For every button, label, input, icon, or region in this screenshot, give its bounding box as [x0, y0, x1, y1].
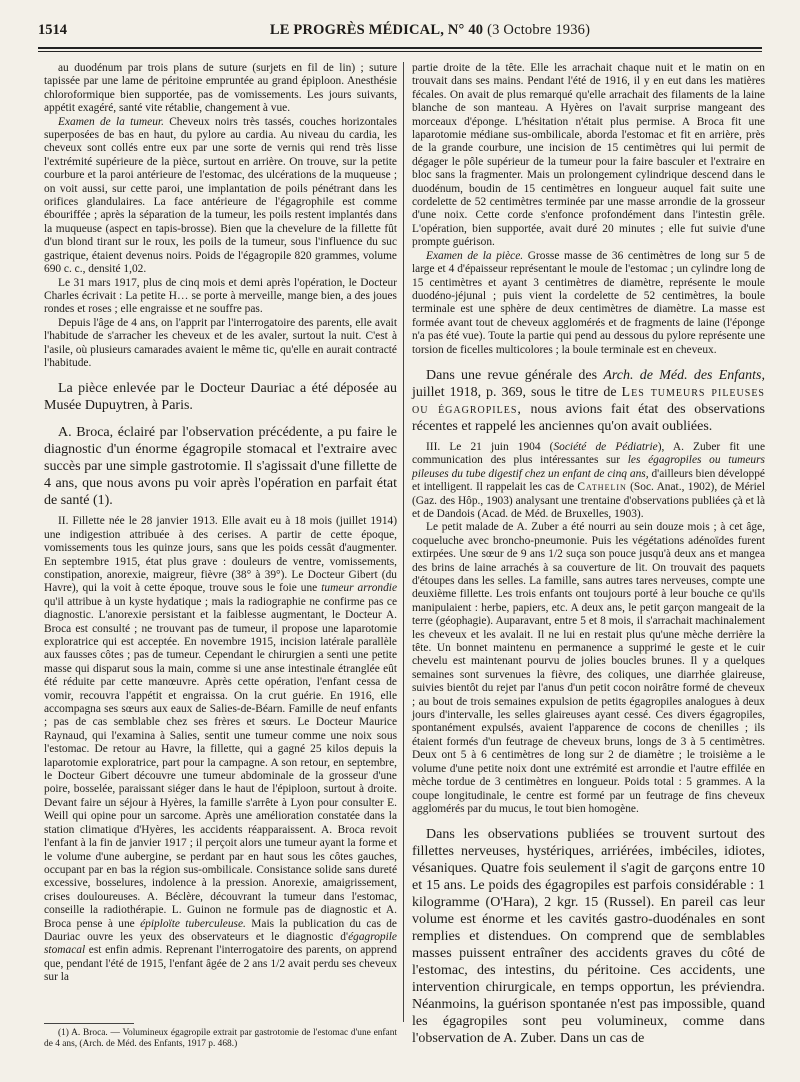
italic-term: les égagropiles ou tumeurs pileuses du tube digestif chez un enfant de cinq ans, — [412, 454, 765, 480]
paragraph: partie droite de la tête. Elle les arrachait chaque nuit et le matin on en trouvait dans ses mains. Pendant l'été de 1916, il y en eut dans les matières fécales. On avait de plus remarqué qu'elle arrachait des filaments de la laine blanche de son manteau. A Hyères on l'avait surprise mangeant des morceaux d'éponge. L'hésitation n'était plus permise. A Broca fit une laparotomie médiane sus-ombilicale, aborda l'estomac et fit en arrière, près de la grande courbure, une incision de 15 centimètres qui lui permit de dégager le pôle supérieur de la tumeur pour la faire basculer et l'extraire en bloc sans la fragmenter. Mais un prolongement cylindrique descend dans le duodénum, boudin de 15 centimètres en longueur auquel fait suite une cordelette de 52 centimètres terminée par une masse arrondie de la grosseur d'une noix. Cette corde s'enfonce profondément dans l'intestin grêle. L'opération, bien supportée, avait duré 20 minutes ; elle fut suivie d'une prompte guérison. — [412, 62, 765, 249]
paragraph-text: (Soc. Anat., 1902), de Mériel (Gaz. des Hôp., 1903) analysant une trentaine d'observations publiées çà et là et de Dandois (Acad. de Méd. de Bruxelles, 1903). — [412, 481, 765, 520]
paragraph-large: A. Broca, éclairé par l'observation précédente, a pu faire le diagnostic d'un énorme égagropile stomacal et l'extraire avec succès par une simple gastrotomie. Il s'agissait d'une fillette de 4 ans, que nous avons pu voir après l'opération en parfait état de santé (1). — [44, 425, 397, 509]
italic-term: égagropile stomacal — [44, 930, 397, 957]
paragraph-text: ), A. Zuber fit une communication des plus intéressantes sur — [412, 440, 765, 467]
paragraph-text: Dans une revue générale des — [426, 367, 604, 383]
paragraph-large — [412, 367, 765, 435]
section-label: Examen de la pièce. — [426, 249, 524, 262]
paragraph-text: Cheveux noirs très tassés, couches horizontales superposées de bas en haut, du pylore au cardia. Au niveau du cardia, les cheveux sont collés entre eux par une sorte de vernis qui rend très lisse l'extrémité supérieure de la pièce, surtout en arrière. On trouve, sur la petite courbure et la paroi antérieure de l'estomac, des ulcérations de la muqueuse ; on voit aussi, sur cette paroi, une implantation de poils pénétrant dans les orifices glandulaires. La face antérieure de l'égagrophile est comme ébouriffée ; après la séparation de la tumeur, les poils restent implantés dans la muqueuse (aspect en tapis-brosse). Bien que la chevelure de la fillette fût d'un blond tirant sur le roux, les poils de la tumeur, sous l'influence du suc gastrique, étaient devenus noirs. Poids de l'égagropile 820 grammes, volume 690 c. c., densité 1,02. — [44, 115, 397, 276]
paragraph-large: Dans les observations publiées se trouvent surtout des fillettes nerveuses, hystériques, arriérées, imbéciles, idiotes, vésaniques. Quatre fois seulement il s'agit de garçons entre 10 et 15 ans. Le poids des égagropiles est parfois considérable : 1 kilogramme (O'Hara), 2 kgr. 15 (Russel). En pareil cas leur volume est énorme et les cavités gastro-duodénales en sont remplies et distendues. On comprend que de semblables masses puissent entraîner des accidents graves du côté de l'estomac, des intestins, du péritoine. Ces accidents, une intervention chirurgicale, en temps opportun, les préviendra. Néanmoins, la guérison spontanée n'est pas impossible, quand les égagropiles sont peu volumineux, comme dans l'observation de A. Zuber. Dans un cas de — [412, 827, 765, 1047]
italic-term: Arch. de Méd. des Enfants, — [603, 367, 765, 383]
paragraph — [412, 250, 765, 357]
right-column — [412, 62, 765, 1047]
small-caps-name: Cathelin — [577, 481, 627, 494]
running-header — [38, 22, 762, 44]
paragraph-text: Mais la publication du cas de Dauriac ouvre les yeux des observateurs et le diagnostic d' — [44, 917, 397, 943]
paragraph — [44, 116, 397, 277]
small-caps-title: Les tumeurs pileuses ou égagropiles, — [412, 384, 765, 417]
issue-number: N° 40 — [447, 22, 484, 38]
page-number: 1514 — [38, 22, 67, 38]
journal-name: LE PROGRÈS MÉDICAL, — [269, 22, 445, 38]
paragraph-text: d'ailleurs bien développé et intelligent. Il rappelait les cas de — [412, 467, 765, 494]
journal-title — [98, 22, 762, 39]
paragraph-large: La pièce enlevée par le Docteur Dauriac a été déposée au Musée Dupuytren, à Paris. — [44, 381, 397, 414]
paragraph: au duodénum par trois plans de suture (surjets en fil de lin) ; suture tapissée par une lame de péritoine empruntée au grand épiploon. Anesthésie chloroformique bien supportée, pas de vomissements. Les jours suivants, appétit exagéré, santé vite rétablie, changement à vue. — [44, 62, 397, 115]
paragraph: Le petit malade de A. Zuber a été nourri au sein douze mois ; à cet âge, coqueluche avec broncho-pneumonie. Puis les végétations adénoïdes furent extirpées. Une sœur de 9 ans 1/2 suça son pouce jusqu'à deux ans et mangea des brins de laine arrachés à sa couverture de lit. On trouvait des paquets d'étoupes dans les selles. La famille, sans autres tares nerveuses, compte une deuxième fillette. Les trois enfants ont toujours porté à leur bouche ce qu'ils manipulaient : herbe, papiers, etc. A deux ans, le petit garçon mangeait de la terre (géophagie). Auparavant, entre 5 et 8 mois, il s'arrachait machinalement les cheveux et les avalait. Il ne lui en restait plus qu'une mèche derrière la tête. Un bonnet maintenu en permanence a supprimé le geste et le cuir chevelu est maintenant pourvu de jolies boucles brunes. Il y a quelques semaines sont survenues la fièvre, des coliques, une diarrhée glaireuse, suivies bientôt du rejet par l'anus d'un petit cocon noirâtre formé de cheveux ; au bout de trois semaines expulsion de petits égagropiles analogues à deux jours d'intervalle, les selles glaireuses ayant cessé. Ces divers égagropiles, spontanément expulsés, avaient l'apparence de cocons de chenilles ; ils étaient formés d'un feutrage de cheveux bruns, longs de 3 à 5 centimètres. Deux ont 5 à 6 centimètres de long sur 2 de diamètre ; le troisième a le volume d'une petite noix dont une extrémité est arrondie et l'autre effilée en mèche tordue de 3 centimètres en longueur. Poids total : 5 grammes. A la coupe longitudinale, le centre est formé par un feutrage de fins cheveux agglomérés par du mucus, le tout bien homogène. — [412, 521, 765, 815]
paragraph-text: nous avions fait état des observations récentes et rappelé les anciennes qu'on avait oubliées. — [412, 401, 766, 434]
column-divider — [403, 62, 404, 1022]
paragraph: Depuis l'âge de 4 ans, on l'apprit par l'interrogatoire des parents, elle avait l'habitude de s'arracher les cheveux et de les avaler, surtout la nuit. C'est à l'asile, où plusieurs camarades avaient le même tic, qu'elle en aurait contracté l'habitude. — [44, 316, 397, 369]
paragraph-text: qu'il attribue à un kyste hydatique ; mais la radiographie ne confirme pas ce diagnostic. L'anorexie persistant et la faiblesse augmentant, le Docteur A. Broca est consulté ; ne trouvant pas de tumeur, il propose une laparotomie exploratrice qui est acceptée. En novembre 1915, incision latérale parallèle aux fausses côtes ; pas de tumeur. Cependant le chirurgien a senti une petite masse qui disparut sous la main, comme si une anse intestinale étranglée eût été réduite par cette manœuvre. Après cette opération, l'enfant cessa de vomir, recouvra l'appétit et engraissa. On la crut guérie. En 1916, elle accompagna ses sœurs aux eaux de Salies-de-Béarn. Famille de neuf enfants ; pas de cas semblable chez ses frères et sœurs. Le Docteur Maurice Raynaud, qui l'examina à Salies, sentit une tumeur comme une noix sous l'estomac. De retour au Havre, la fillette, qui a gagné 25 kilos depuis la laparotomie exploratrice, part pour la campagne. A son retour, en septembre, le Docteur Gibert découvre une tumeur abdominale de la grosseur d'une poire, bosselée, paraissant siéger dans le haut de l'épiploon, surtout à droite. Devant faire un séjour à Hyères, la famille s'arrête à Lyon pour consulter E. Weill qui opine pour un sarcome. Après une amélioration constatée dans la station climatique d'Hyères, les accidents réapparaissent. A. Broca revoit l'enfant à la fin de janvier 1917 ; il perçoit alors une tumeur ayant la forme et le volume d'une aubergine, se perdant par en haut sous les côtes gauches, occupant par en bas la région sus-ombilicale. Consistance solide sans dureté excessive, bosselures, indolence à la pression. Anorexie, amaigrissement, crises douloureuses. A. Béclère, découvrant la tumeur dans l'estomac, conseille la radiothérapie. L. Guinon ne formule pas de diagnostic et A. Broca pense à une — [44, 595, 397, 930]
case-paragraph — [412, 441, 765, 521]
paragraph-text: Grosse masse de 36 centimètres de long sur 5 de large et 4 d'épaisseur représentant le moule de l'estomac ; un cylindre long de 15 centimètres et ayant 3 centimètres de diamètre, représente le moule duodéno-jéjunal ; puis vient la cordelette de 52 centimètres, la boule terminale est une sphère de deux centimètres de diamètre. La masse est formée avant tout de cheveux agglomérés et de fragments de laine (l'éponge n'a pas été vue). Toute la partie qui pend au dessous du pylore représente une torsion de ficelles multicolores ; la boule terminale est en cheveux. — [412, 249, 766, 356]
footnote: (1) A. Broca. — Volumineux égagropile extrait par gastrotomie de l'estomac d'une enfant de 4 ans, (Arch. de Méd. des Enfants, 1917 p. 468.) — [44, 1028, 397, 1049]
case-paragraph — [44, 515, 397, 984]
paragraph-text: III. Le 21 juin 1904 ( — [426, 440, 554, 453]
italic-term: épiploïte tuberculeuse. — [140, 917, 246, 930]
paragraph-text: juillet 1918, p. 369, sous le titre de — [412, 384, 622, 400]
paragraph: Le 31 mars 1917, plus de cinq mois et demi après l'opération, le Docteur Charles écrivait : La petite H… se porte à merveille, mange bien, a des joues rondes et roses ; elle engraisse et ne souffre pas. — [44, 276, 397, 316]
italic-term: tumeur arrondie — [321, 582, 398, 595]
paragraph-text: II. Fillette née le 28 janvier 1913. Elle avait eu à 18 mois (juillet 1914) une indigestion attribuée à des cerises. A partir de cette époque, vomissements tous les quinze jours, sans que les poids cessât d'augmenter. En septembre 1915, état plus grave : douleurs de ventre, vomissements, constipation, anorexie, maigreur, fièvre (38° à 39°). Le Docteur Gibert (du Havre), qui la voit à cette époque, trouve sous le foie une — [44, 515, 397, 595]
header-rule — [38, 47, 762, 52]
left-column — [44, 62, 397, 985]
footnote-rule — [44, 1023, 134, 1024]
issue-date: (3 Octobre 1936) — [487, 22, 591, 38]
section-label: Examen de la tumeur. — [58, 115, 164, 128]
paragraph-text: est enfin admis. Reprenant l'interrogatoire des parents, on apprend que, pendant l'été de 1915, l'enfant âgée de 2 ans 1/2 avait perdu ses cheveux sur la — [44, 944, 397, 984]
italic-term: Société de Pédiatrie — [553, 440, 658, 453]
